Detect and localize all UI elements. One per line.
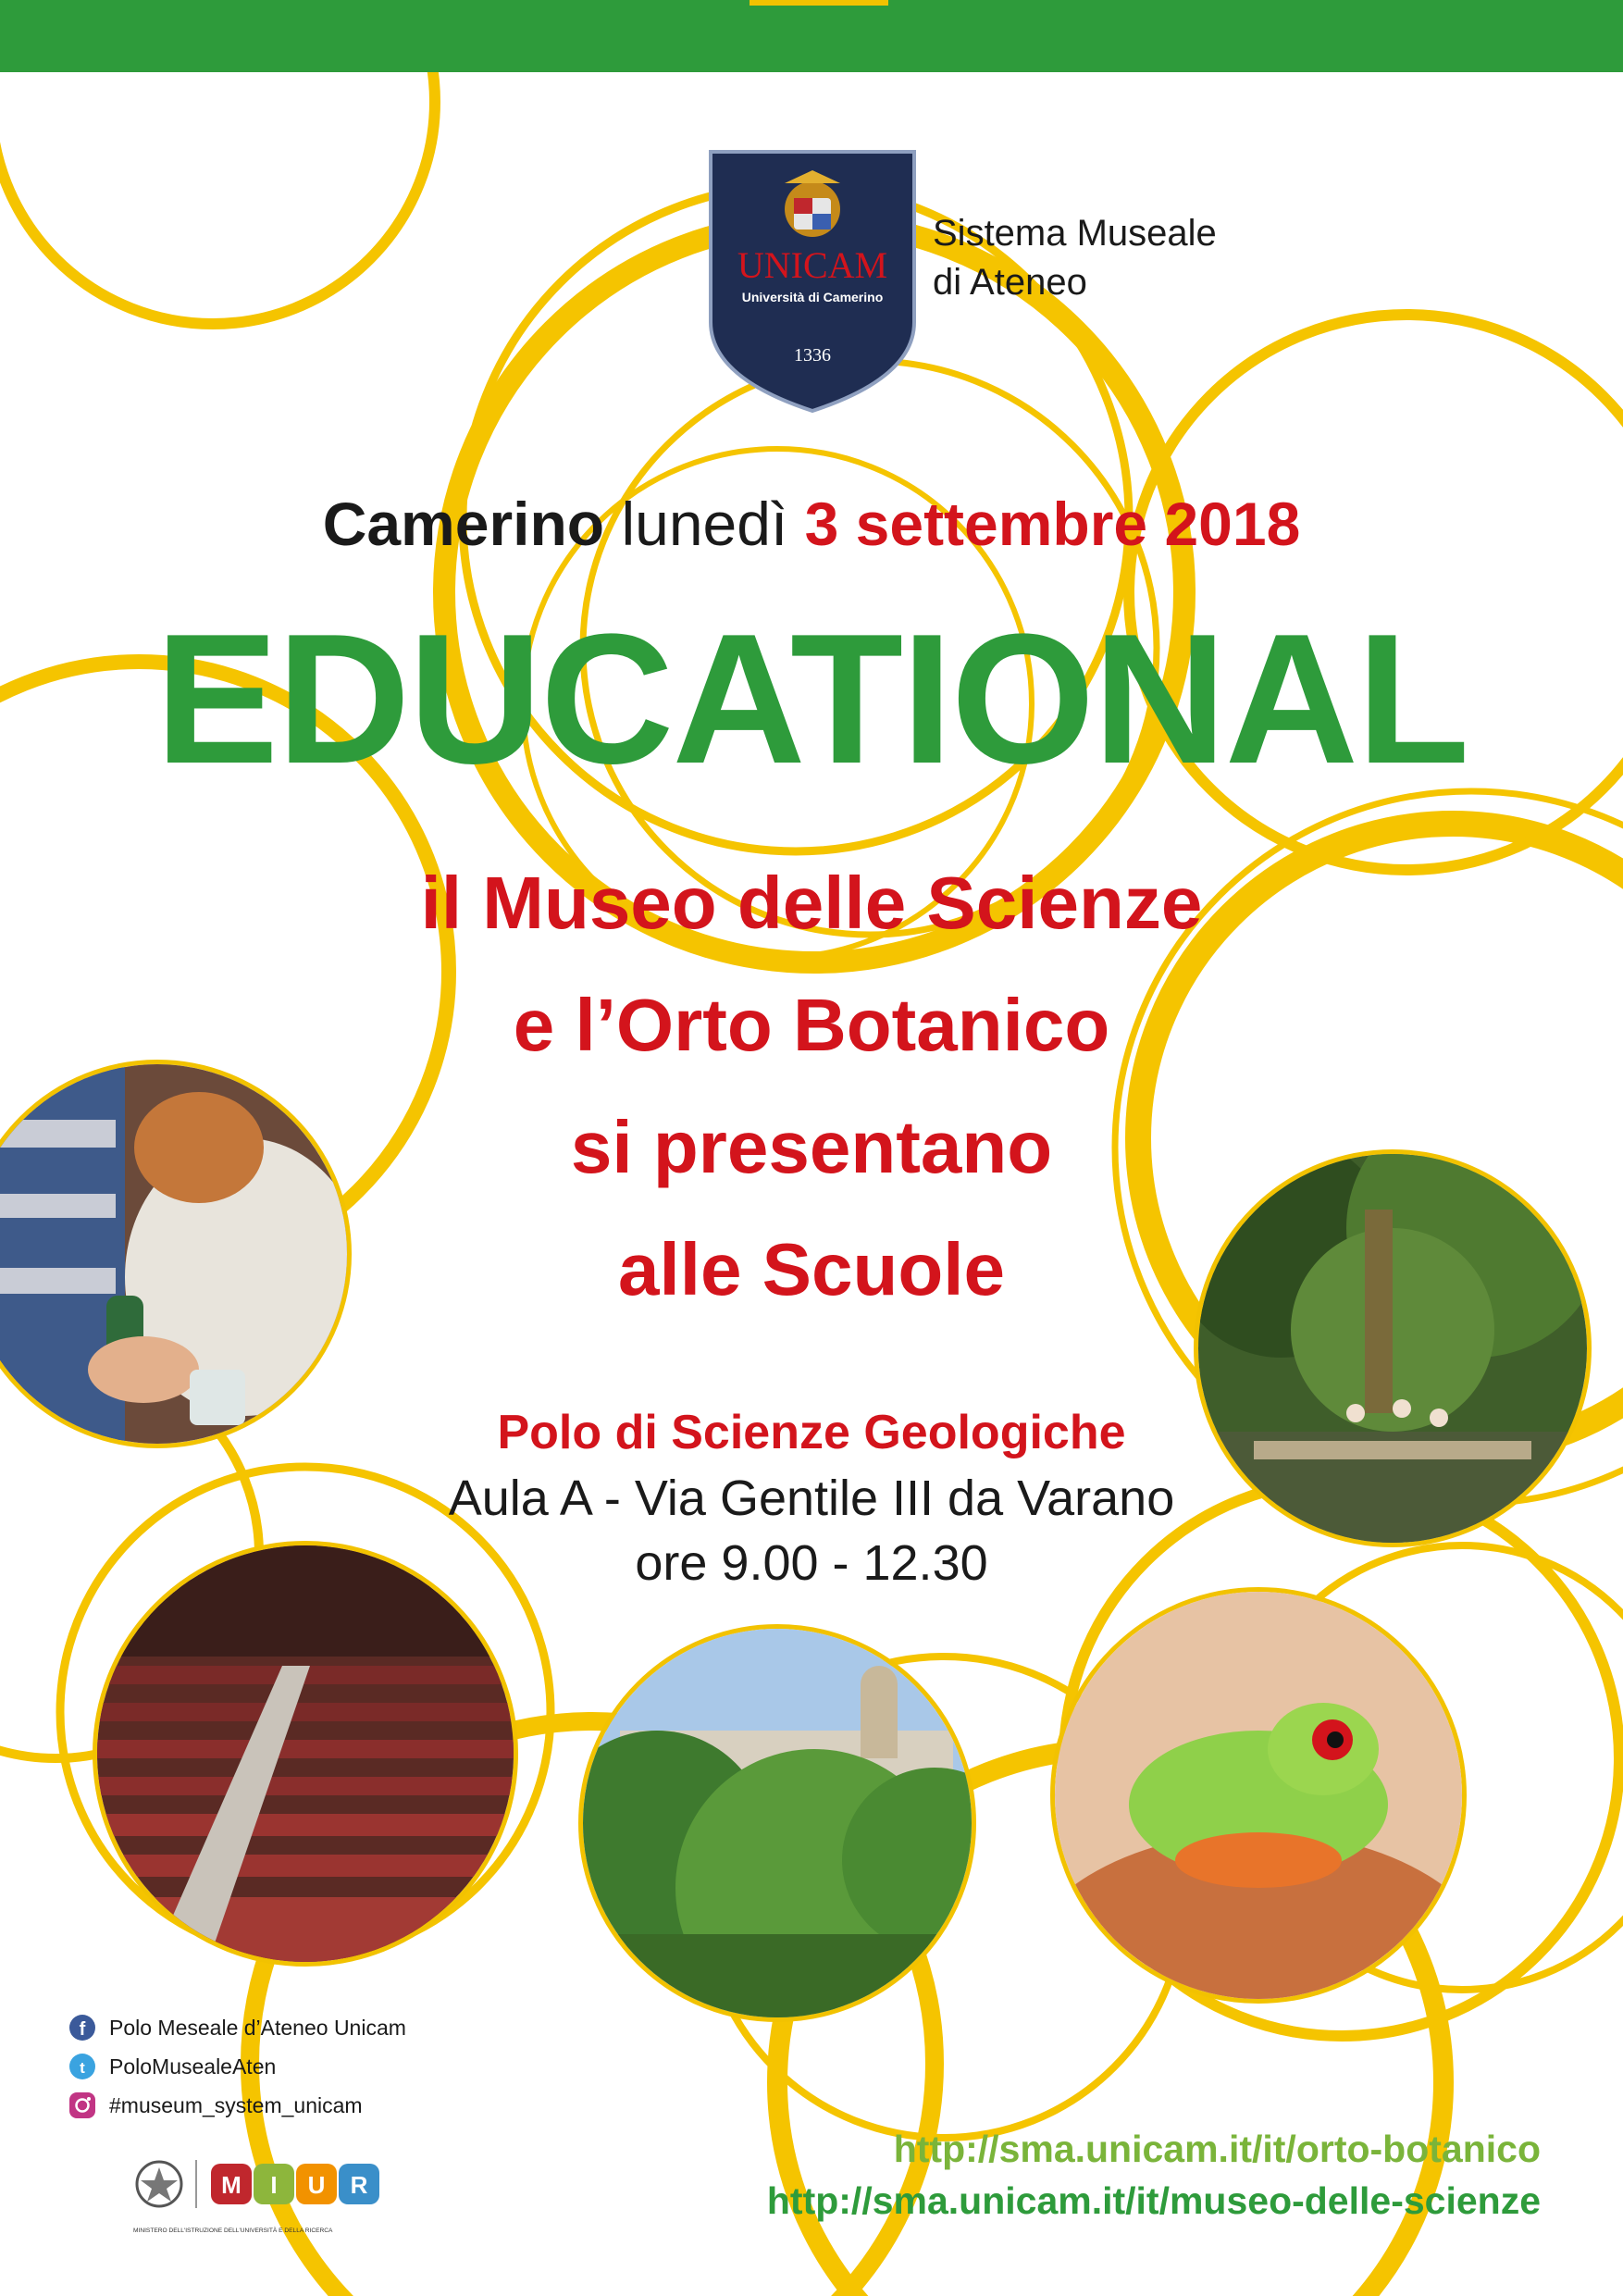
logo-name: UNICAM xyxy=(737,244,888,286)
subtitle-line-3: si presentano xyxy=(570,1106,1053,1188)
photo-botanical-garden xyxy=(1194,1149,1592,1547)
venue-hours: ore 9.00 - 12.30 xyxy=(635,1535,988,1591)
link-museo-scienze[interactable]: http://sma.unicam.it/it/museo-delle-scienze xyxy=(766,2179,1541,2222)
top-green-bar xyxy=(0,0,1623,72)
svg-text:U: U xyxy=(307,2171,326,2199)
social-label-instagram: #museum_system_unicam xyxy=(109,2092,363,2117)
svg-text:I: I xyxy=(270,2171,278,2199)
social-label-facebook: Polo Meseale d’Ateneo Unicam xyxy=(109,2015,406,2040)
ministry-logos xyxy=(130,2147,407,2249)
miur-logo xyxy=(211,2164,379,2204)
italian-emblem-icon xyxy=(137,2162,181,2206)
photo-camerino-landscape xyxy=(578,1624,976,2022)
svg-text:t: t xyxy=(80,2059,85,2077)
subtitle-line-1: il Museo delle Scienze xyxy=(420,862,1203,944)
twitter-icon xyxy=(68,2053,96,2080)
unicam-logo xyxy=(705,146,920,415)
svg-text:f: f xyxy=(79,2019,86,2040)
svg-text:R: R xyxy=(350,2171,368,2199)
subtitle-line-2: e l’Orto Botanico xyxy=(513,984,1110,1066)
logo-university: Università di Camerino xyxy=(741,290,884,304)
social-links xyxy=(68,2008,406,2125)
social-row-facebook[interactable] xyxy=(68,2008,406,2047)
link-orto-botanico[interactable]: http://sma.unicam.it/it/orto-botanico xyxy=(893,2128,1541,2170)
museum-system-label xyxy=(933,209,1217,307)
city: Camerino xyxy=(322,490,605,558)
photo-tree-frog xyxy=(1050,1587,1467,2004)
venue-address: Aula A - Via Gentile III da Varano xyxy=(448,1471,1175,1526)
date-line xyxy=(0,489,1623,559)
svg-text:M: M xyxy=(221,2171,242,2199)
main-title: EDUCATIONAL xyxy=(155,596,1468,802)
social-row-twitter[interactable] xyxy=(68,2047,406,2086)
museum-line-1: Sistema Museale xyxy=(933,213,1217,254)
website-links xyxy=(648,2123,1541,2227)
museum-line-2: di Ateneo xyxy=(933,262,1087,303)
crest-icon xyxy=(785,170,840,237)
photo-auditorium-audience xyxy=(93,1541,518,1967)
venue-name: Polo di Scienze Geologiche xyxy=(497,1406,1126,1459)
weekday: lunedì xyxy=(621,490,788,558)
event-date: 3 settembre 2018 xyxy=(804,490,1301,558)
instagram-icon xyxy=(68,2091,96,2119)
subtitle-line-4: alle Scuole xyxy=(618,1228,1005,1310)
logo-year: 1336 xyxy=(794,345,831,366)
facebook-icon xyxy=(68,2014,96,2042)
social-label-twitter: PoloMusealeAten xyxy=(109,2054,277,2079)
social-row-instagram[interactable] xyxy=(68,2086,406,2125)
ministry-caption: MINISTERO DELL'ISTRUZIONE DELL'UNIVERSITÀ E DELLA RICERCA xyxy=(133,2228,333,2234)
